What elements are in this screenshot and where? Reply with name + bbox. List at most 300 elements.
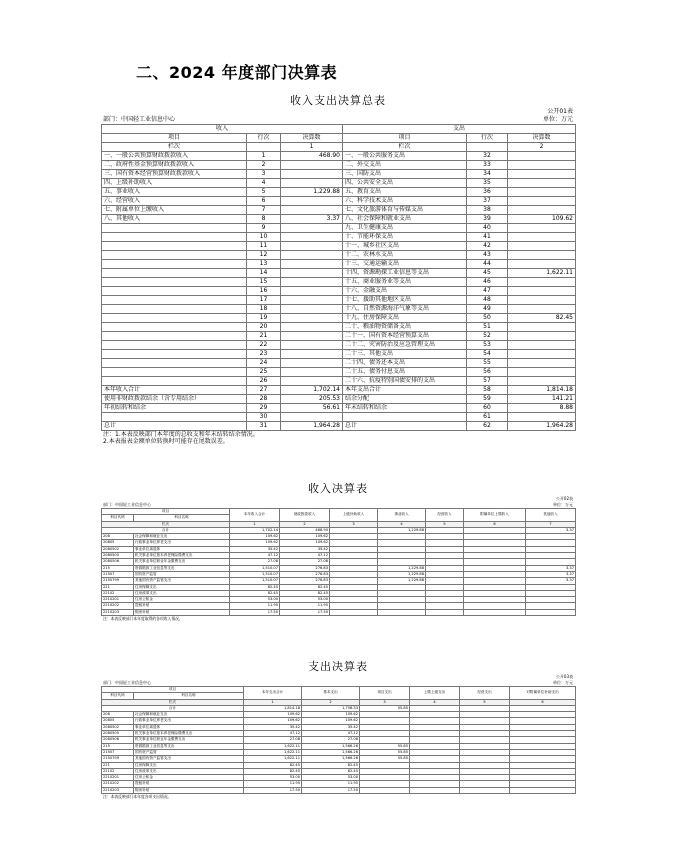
table-cell: 18: [247, 305, 281, 314]
table-cell: [508, 368, 576, 377]
table-cell: 住房公积金: [134, 775, 244, 781]
table-cell: [281, 314, 343, 323]
table-cell: 27.08: [230, 559, 280, 565]
table-cell: 35.42: [244, 724, 302, 730]
table-cell: 109.62: [280, 534, 330, 540]
expense-col-header: 本年支出合计: [244, 687, 302, 700]
table-cell: 四、上级补助收入: [102, 179, 247, 188]
table-row: [102, 224, 576, 233]
lanci-label: 栏次: [343, 143, 467, 152]
table-cell: 37: [467, 197, 508, 206]
table-cell: [460, 787, 510, 793]
table-cell: 82.45: [302, 768, 360, 774]
table-cell: 提租补贴: [134, 603, 230, 609]
table-row: [102, 197, 576, 206]
table-cell: 12: [247, 251, 281, 260]
table-cell: 17: [247, 296, 281, 305]
table-cell: 141.21: [508, 395, 576, 404]
table-cell: 9: [247, 224, 281, 233]
table-cell: 本年收入合计: [102, 386, 247, 395]
table-cell: 56.61: [281, 404, 343, 413]
table-row: [102, 609, 576, 615]
table-cell: 468.90: [281, 152, 343, 161]
table-cell: [281, 206, 343, 215]
table-cell: 十五、商业服务业等支出: [343, 278, 467, 287]
table-cell: 二、外交支出: [343, 161, 467, 170]
income-table: [101, 508, 576, 616]
table-cell: 十四、资源勘探工业信息等支出: [343, 269, 467, 278]
table-cell: [343, 413, 467, 422]
form-number: 公开03表: [555, 674, 573, 679]
table-cell: 8.88: [508, 404, 576, 413]
table-cell: 2080506: [102, 559, 134, 565]
col-number: 5: [426, 521, 464, 527]
table-cell: [508, 242, 576, 251]
table-cell: 53.00: [280, 597, 330, 603]
table-cell: [281, 368, 343, 377]
table-cell: 59: [467, 395, 508, 404]
table-cell: 3.37: [526, 571, 576, 577]
table-cell: 54: [467, 350, 508, 359]
table-cell: 36: [467, 188, 508, 197]
table-cell: [281, 359, 343, 368]
table-cell: 九、卫生健康支出: [343, 224, 467, 233]
expense-table: [101, 686, 576, 794]
table-cell: 四、公共安全支出: [343, 179, 467, 188]
col-number: 6: [510, 699, 576, 705]
table-cell: [508, 170, 576, 179]
table-cell: 10: [247, 233, 281, 242]
table-cell: 机关事业单位职业年金缴费支出: [134, 737, 244, 743]
table-row: [102, 152, 576, 161]
expense-col-header: 基本支出: [302, 687, 360, 700]
table-cell: 27: [247, 386, 281, 395]
table-cell: [508, 251, 576, 260]
table-cell: 17.50: [302, 787, 360, 793]
col-item: 项目: [102, 687, 244, 693]
table-cell: 2080506: [102, 737, 134, 743]
table-cell: [102, 332, 247, 341]
table-cell: 住房保障支出: [134, 762, 244, 768]
table-cell: 45: [467, 269, 508, 278]
table-cell: 26: [247, 377, 281, 386]
table-cell: 1,510.07: [230, 565, 280, 571]
table-cell: 八、社会保障和就业支出: [343, 215, 467, 224]
table-cell: [102, 323, 247, 332]
table-cell: [510, 787, 576, 793]
table-cell: 本年支出合计: [343, 386, 467, 395]
table-cell: 住房公积金: [134, 597, 230, 603]
table-cell: 25: [247, 368, 281, 377]
table-cell: 48: [467, 296, 508, 305]
table-cell: [508, 179, 576, 188]
col-number: 3: [360, 699, 410, 705]
table-row: [102, 188, 576, 197]
table-row: [102, 341, 576, 350]
col-code: 科目代码: [102, 693, 134, 699]
table-cell: 47.12: [302, 731, 360, 737]
table-row: [102, 206, 576, 215]
table-cell: 机关事业单位职业年金缴费支出: [134, 559, 230, 565]
table-cell: 1,229.88: [378, 571, 426, 577]
table-cell: 29: [247, 404, 281, 413]
table-cell: 276.83: [280, 571, 330, 577]
table-cell: 208: [102, 712, 134, 718]
table-cell: 53.00: [230, 597, 280, 603]
col-number: 4: [378, 521, 426, 527]
table-cell: 82.45: [230, 584, 280, 590]
table-row: [102, 233, 576, 242]
table-cell: 31: [247, 422, 281, 431]
table-cell: [508, 206, 576, 215]
table-cell: 三、国有资本经营预算财政拨款收入: [102, 170, 247, 179]
table-cell: 276.83: [280, 578, 330, 584]
table-cell: 35: [467, 179, 508, 188]
expense-col-header: 上缴上级支出: [410, 687, 460, 700]
table-cell: 55.85: [360, 743, 410, 749]
table-cell: 38: [467, 206, 508, 215]
income-col-header: 本年收入合计: [230, 509, 280, 522]
table-cell: 109.62: [280, 540, 330, 546]
table-cell: 27.08: [244, 737, 302, 743]
expense-sheet: [101, 658, 575, 800]
income-col-header: 经营收入: [426, 509, 464, 522]
col-code: 科目代码: [102, 515, 134, 521]
table-cell: 十七、援助其他地区支出: [343, 296, 467, 305]
unit-label: 单位：万元: [542, 116, 573, 123]
table-cell: 221: [102, 762, 134, 768]
table-cell: 1,229.88: [281, 188, 343, 197]
table-cell: 2080505: [102, 731, 134, 737]
table-cell: 56: [467, 368, 508, 377]
income-col-header: 事业收入: [378, 509, 426, 522]
table-row: [102, 368, 576, 377]
table-cell: 年初结转和结余: [102, 404, 247, 413]
summary-title: 收入支出决算总表: [290, 94, 386, 107]
table-cell: 109.62: [244, 712, 302, 718]
table-cell: [281, 350, 343, 359]
table-cell: [281, 341, 343, 350]
table-cell: 十三、交通运输支出: [343, 260, 467, 269]
table-cell: 22102: [102, 768, 134, 774]
table-cell: 住房改革支出: [134, 768, 244, 774]
expense-header: 支出: [343, 125, 576, 134]
table-cell: 47.12: [280, 553, 330, 559]
table-cell: 42: [467, 242, 508, 251]
table-cell: 39: [467, 215, 508, 224]
department-label: 部门：中国轻工业信息中心: [103, 116, 176, 123]
table-cell: 1,814.18: [508, 386, 576, 395]
table-cell: [102, 269, 247, 278]
table-row: [102, 296, 576, 305]
table-row: [102, 278, 576, 287]
table-cell: 行政事业单位养老支出: [134, 540, 230, 546]
table-cell: [102, 314, 247, 323]
table-cell: 2150799: [102, 756, 134, 762]
summary-meta-1: [101, 108, 575, 116]
table-cell: 其他国有资产监管支出: [134, 578, 230, 584]
table-cell: [281, 287, 343, 296]
summary-sheet: [101, 92, 575, 445]
table-cell: [508, 197, 576, 206]
table-cell: 住房保障支出: [134, 584, 230, 590]
expense-title: 支出决算表: [308, 660, 368, 673]
table-cell: [281, 242, 343, 251]
table-cell: 七、文化旅游体育与传媒支出: [343, 206, 467, 215]
lanci-label: 栏次: [102, 699, 244, 705]
table-cell: 2210203: [102, 787, 134, 793]
table-cell: 215: [102, 743, 134, 749]
table-cell: 1,510.07: [230, 571, 280, 577]
table-cell: 其他国有资产监管支出: [134, 756, 244, 762]
table-cell: 1,622.11: [508, 269, 576, 278]
table-cell: 事业单位离退休: [134, 724, 244, 730]
table-cell: 3.37: [526, 565, 576, 571]
form-number: 公开02表: [555, 496, 573, 501]
col-number: 1: [244, 699, 302, 705]
table-cell: 结余分配: [343, 395, 467, 404]
department-label: 部门：中国轻工业信息中心: [103, 680, 151, 685]
col-item: 项目: [102, 134, 247, 143]
table-cell: 24: [247, 359, 281, 368]
table-row: [102, 161, 576, 170]
table-cell: 11.95: [244, 781, 302, 787]
table-cell: 1,622.11: [244, 749, 302, 755]
table-cell: 八、其他收入: [102, 215, 247, 224]
table-cell: 27.08: [302, 737, 360, 743]
page-heading: 二、2024 年度部门决算表: [136, 63, 338, 82]
col-number: 6: [464, 521, 526, 527]
table-cell: 109.62: [230, 534, 280, 540]
table-cell: 33: [467, 161, 508, 170]
table-cell: 20: [247, 323, 281, 332]
income-col-header: 其他收入: [526, 509, 576, 522]
table-cell: 十、节能环保支出: [343, 233, 467, 242]
table-cell: 二十一、国有资本经营预算支出: [343, 332, 467, 341]
total-value: 1,814.18: [244, 705, 302, 711]
table-cell: 社会保障和就业支出: [134, 534, 230, 540]
table-cell: [281, 269, 343, 278]
table-cell: 五、事业收入: [102, 188, 247, 197]
income-header: 收入: [102, 125, 343, 134]
col-name: 科目名称: [134, 693, 244, 699]
table-cell: 十一、城乡社区支出: [343, 242, 467, 251]
table-cell: 46: [467, 278, 508, 287]
table-cell: 1,964.28: [508, 422, 576, 431]
table-cell: 7: [247, 206, 281, 215]
summary-note-1: 注：1.本表反映部门本年度的总收支和年末结转结余情况。: [103, 431, 259, 438]
table-cell: 35.42: [302, 724, 360, 730]
table-cell: 11: [247, 242, 281, 251]
total-label: 合计: [102, 705, 244, 711]
table-row: [102, 787, 576, 793]
table-cell: 55.85: [360, 756, 410, 762]
table-cell: 20805: [102, 540, 134, 546]
table-cell: [281, 197, 343, 206]
table-cell: [102, 305, 247, 314]
table-cell: 19: [247, 314, 281, 323]
expense-note: 注：本表反映部门本年度各项支出情况。: [103, 794, 172, 800]
table-cell: [281, 233, 343, 242]
col-item: 项目: [102, 509, 230, 515]
table-cell: 82.45: [244, 762, 302, 768]
table-cell: 109.62: [508, 215, 576, 224]
table-cell: [508, 377, 576, 386]
table-cell: 109.62: [302, 718, 360, 724]
table-cell: [508, 188, 576, 197]
total-value: 1,229.88: [378, 527, 426, 533]
income-meta-2: [101, 502, 575, 508]
table-cell: 21507: [102, 571, 134, 577]
table-cell: 事业单位离退休: [134, 546, 230, 552]
table-cell: [508, 233, 576, 242]
table-cell: 2210203: [102, 609, 134, 615]
table-cell: 55.85: [360, 749, 410, 755]
table-cell: [281, 323, 343, 332]
table-row: [102, 332, 576, 341]
table-cell: 七、附属单位上缴收入: [102, 206, 247, 215]
table-cell: 十九、住房保障支出: [343, 314, 467, 323]
table-cell: 5: [247, 188, 281, 197]
table-cell: 52: [467, 332, 508, 341]
total-value: 1,758.33: [302, 705, 360, 711]
table-cell: 17.50: [280, 609, 330, 615]
table-cell: 4: [247, 179, 281, 188]
table-cell: 44: [467, 260, 508, 269]
table-cell: 二十、粮油物资储备支出: [343, 323, 467, 332]
table-cell: 109.62: [230, 540, 280, 546]
lanci-label: 栏次: [102, 143, 247, 152]
income-col-header: 财政拨款收入: [280, 509, 330, 522]
table-cell: 二十六、抗疫特别国债安排的支出: [343, 377, 467, 386]
table-cell: 2: [247, 161, 281, 170]
table-row: [102, 242, 576, 251]
table-row: [102, 377, 576, 386]
table-cell: 50: [467, 314, 508, 323]
table-cell: 二十五、债务付息支出: [343, 368, 467, 377]
table-cell: 47.12: [230, 553, 280, 559]
table-cell: [102, 413, 247, 422]
table-cell: 1,566.26: [302, 743, 360, 749]
table-cell: 35.42: [280, 546, 330, 552]
table-cell: [281, 332, 343, 341]
table-cell: [508, 359, 576, 368]
table-cell: 资源勘探工业信息等支出: [134, 743, 244, 749]
table-row: [102, 269, 576, 278]
table-cell: [508, 260, 576, 269]
table-cell: [281, 179, 343, 188]
table-cell: [102, 278, 247, 287]
table-cell: 1: [247, 152, 281, 161]
table-cell: 总计: [343, 422, 467, 431]
income-title: 收入决算表: [308, 482, 368, 495]
table-cell: [281, 377, 343, 386]
table-cell: [102, 260, 247, 269]
table-cell: [102, 377, 247, 386]
table-cell: 十八、自然资源海洋气象等支出: [343, 305, 467, 314]
summary-meta-2: [101, 116, 575, 124]
table-cell: [281, 278, 343, 287]
table-cell: 22102: [102, 590, 134, 596]
table-cell: 1,622.11: [244, 756, 302, 762]
table-cell: [508, 305, 576, 314]
table-cell: 11.95: [230, 603, 280, 609]
table-cell: 17.50: [244, 787, 302, 793]
table-row: [102, 170, 576, 179]
table-cell: 3.37: [281, 215, 343, 224]
table-cell: 二、政府性基金预算财政拨款收入: [102, 161, 247, 170]
table-cell: [102, 251, 247, 260]
table-cell: [508, 323, 576, 332]
table-cell: 32: [467, 152, 508, 161]
table-cell: [410, 787, 460, 793]
expense-col-header: 经营支出: [460, 687, 510, 700]
table-cell: 6: [247, 197, 281, 206]
table-cell: 购房补贴: [134, 609, 230, 615]
table-cell: 23: [247, 350, 281, 359]
table-row: [102, 395, 576, 404]
table-cell: 国有资产监管: [134, 749, 244, 755]
table-cell: 41: [467, 233, 508, 242]
table-cell: 55: [467, 359, 508, 368]
col-row: 行次: [247, 134, 281, 143]
summary-table: [101, 124, 576, 431]
table-cell: 60: [467, 404, 508, 413]
table-cell: 1,229.88: [378, 565, 426, 571]
table-cell: [102, 368, 247, 377]
table-cell: 28: [247, 395, 281, 404]
table-cell: [378, 609, 426, 615]
table-cell: [281, 224, 343, 233]
table-cell: [508, 341, 576, 350]
table-cell: 年末结转和结余: [343, 404, 467, 413]
col-number: 1: [281, 143, 343, 152]
table-cell: 1,964.28: [281, 422, 343, 431]
table-cell: 2210201: [102, 597, 134, 603]
table-cell: [508, 161, 576, 170]
table-cell: [281, 170, 343, 179]
table-cell: 2210201: [102, 775, 134, 781]
table-cell: 总计: [102, 422, 247, 431]
table-row: [102, 215, 576, 224]
col-item: 项目: [343, 134, 467, 143]
table-cell: [508, 332, 576, 341]
expense-col-header: 项目支出: [360, 687, 410, 700]
table-cell: [102, 287, 247, 296]
table-row: [102, 350, 576, 359]
table-cell: 3.37: [526, 578, 576, 584]
table-cell: [508, 413, 576, 422]
table-cell: 行政事业单位养老支出: [134, 718, 244, 724]
table-cell: 82.45: [280, 584, 330, 590]
table-cell: [281, 260, 343, 269]
table-cell: 2210202: [102, 603, 134, 609]
table-cell: 17.50: [230, 609, 280, 615]
col-number: 2: [302, 699, 360, 705]
table-cell: 208: [102, 534, 134, 540]
table-cell: 47.12: [244, 731, 302, 737]
table-cell: 一、一般公共预算财政拨款收入: [102, 152, 247, 161]
table-row: [102, 386, 576, 395]
table-cell: [281, 161, 343, 170]
table-cell: 社会保障和就业支出: [134, 712, 244, 718]
table-row: [102, 314, 576, 323]
table-cell: 资源勘探工业信息等支出: [134, 565, 230, 571]
table-cell: 82.45: [230, 590, 280, 596]
empty-cell: [467, 143, 508, 152]
table-cell: 1,622.11: [244, 743, 302, 749]
table-cell: [508, 278, 576, 287]
